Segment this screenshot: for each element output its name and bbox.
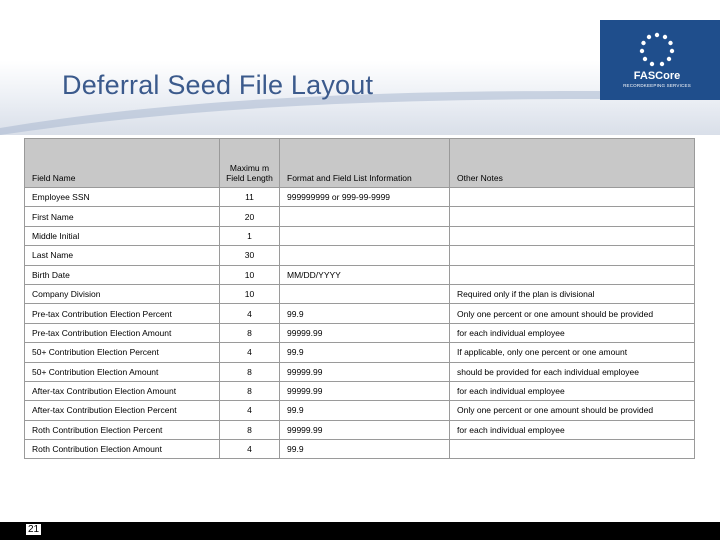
cell-field-name: Roth Contribution Election Amount	[25, 440, 220, 459]
cell-field-name: Employee SSN	[25, 188, 220, 207]
table-row	[25, 381, 695, 400]
cell-notes: Only one percent or one amount should be provided	[450, 304, 695, 323]
header-max-length: Maximu m Field Length	[220, 139, 280, 188]
cell-format	[280, 284, 450, 303]
cell-field-name: Birth Date	[25, 265, 220, 284]
cell-field-name: First Name	[25, 207, 220, 226]
cell-max-length: 4	[220, 440, 280, 459]
cell-max-length: 11	[220, 188, 280, 207]
cell-format: 99999.99	[280, 381, 450, 400]
cell-notes	[450, 265, 695, 284]
cell-max-length: 4	[220, 401, 280, 420]
cell-format: 99.9	[280, 401, 450, 420]
cell-notes: Only one percent or one amount should be provided	[450, 401, 695, 420]
table-header-row	[25, 139, 695, 188]
cell-format: 99.9	[280, 304, 450, 323]
cell-max-length: 20	[220, 207, 280, 226]
header-format: Format and Field List Information	[280, 139, 450, 188]
cell-notes: for each individual employee	[450, 420, 695, 439]
slide-title: Deferral Seed File Layout	[62, 70, 374, 100]
cell-field-name: 50+ Contribution Election Percent	[25, 343, 220, 362]
cell-field-name: Last Name	[25, 246, 220, 265]
table-row	[25, 362, 695, 381]
cell-notes	[450, 246, 695, 265]
cell-notes	[450, 188, 695, 207]
cell-notes: If applicable, only one percent or one amount	[450, 343, 695, 362]
table-row	[25, 323, 695, 342]
cell-field-name: Middle Initial	[25, 226, 220, 245]
cell-max-length: 8	[220, 362, 280, 381]
cell-format: 99999.99	[280, 323, 450, 342]
cell-notes: should be provided for each individual employee	[450, 362, 695, 381]
star-ring-icon	[640, 33, 674, 66]
cell-format	[280, 226, 450, 245]
footer-band	[0, 522, 720, 540]
cell-max-length: 4	[220, 304, 280, 323]
cell-notes	[450, 226, 695, 245]
cell-format: 99.9	[280, 343, 450, 362]
cell-format: 99999.99	[280, 362, 450, 381]
header-notes: Other Notes	[450, 139, 695, 188]
field-layout-table	[24, 138, 695, 459]
table-row	[25, 246, 695, 265]
cell-max-length: 8	[220, 323, 280, 342]
table-row	[25, 188, 695, 207]
table-row	[25, 343, 695, 362]
cell-notes	[450, 440, 695, 459]
table-row	[25, 207, 695, 226]
header-field-name: Field Name	[25, 139, 220, 188]
cell-format	[280, 207, 450, 226]
cell-max-length: 1	[220, 226, 280, 245]
page-number: 21	[28, 524, 40, 535]
cell-field-name: After-tax Contribution Election Percent	[25, 401, 220, 420]
cell-field-name: Pre-tax Contribution Election Percent	[25, 304, 220, 323]
table-row	[25, 401, 695, 420]
cell-max-length: 8	[220, 381, 280, 400]
cell-format	[280, 246, 450, 265]
cell-max-length: 30	[220, 246, 280, 265]
cell-notes	[450, 207, 695, 226]
cell-field-name: After-tax Contribution Election Amount	[25, 381, 220, 400]
table-row	[25, 284, 695, 303]
field-layout-table-wrap	[24, 138, 694, 459]
cell-notes: Required only if the plan is divisional	[450, 284, 695, 303]
cell-max-length: 10	[220, 265, 280, 284]
cell-format: 999999999 or 999-99-9999	[280, 188, 450, 207]
cell-notes: for each individual employee	[450, 381, 695, 400]
cell-field-name: 50+ Contribution Election Amount	[25, 362, 220, 381]
cell-field-name: Company Division	[25, 284, 220, 303]
cell-field-name: Roth Contribution Election Percent	[25, 420, 220, 439]
logo-subtitle: RECORDKEEPING SERVICES	[623, 83, 691, 88]
cell-max-length: 8	[220, 420, 280, 439]
cell-format: MM/DD/YYYY	[280, 265, 450, 284]
cell-format: 99.9	[280, 440, 450, 459]
cell-format: 99999.99	[280, 420, 450, 439]
cell-notes: for each individual employee	[450, 323, 695, 342]
table-row	[25, 440, 695, 459]
table-row	[25, 304, 695, 323]
logo-name: FASCore	[633, 70, 681, 82]
cell-max-length: 4	[220, 343, 280, 362]
table-row	[25, 226, 695, 245]
cell-field-name: Pre-tax Contribution Election Amount	[25, 323, 220, 342]
table-row	[25, 420, 695, 439]
cell-max-length: 10	[220, 284, 280, 303]
table-row	[25, 265, 695, 284]
